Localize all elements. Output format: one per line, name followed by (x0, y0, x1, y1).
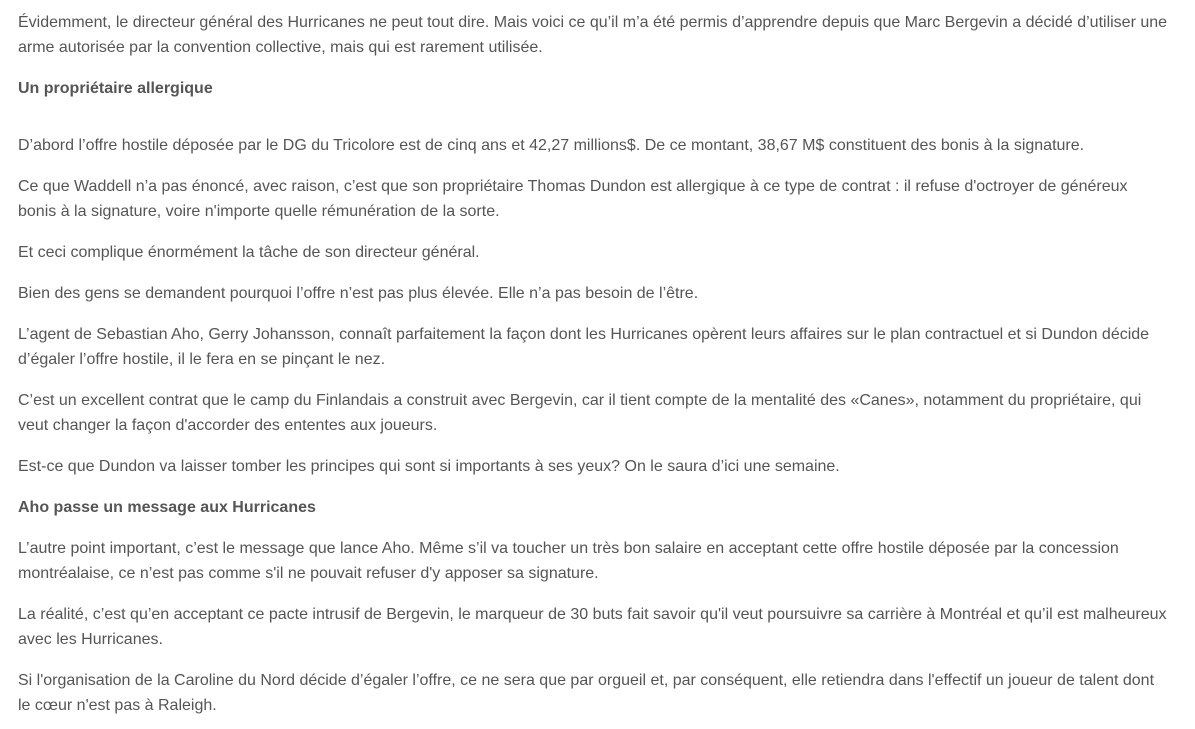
paragraph-offer-amount: Bien des gens se demandent pourquoi l’offre n’est pas plus élevée. Elle n’a pas besoin de l’être. (18, 285, 699, 302)
paragraph-aho-message: L’autre point important, c’est le message que lance Aho. Même s’il va toucher un très bon salaire en acceptant cette offre hostile déposée par la concession montréalaise, ce n’est pas comme s'il ne pouvait refuser d'y apposer sa signature. (18, 540, 1119, 582)
section-heading-owner-allergic: Un propriétaire allergique (18, 80, 213, 97)
paragraph-dundon-principles: Est-ce que Dundon va laisser tomber les principes qui sont si importants à ses yeux? On le saura d’ici une semaine. (18, 458, 840, 475)
paragraph-contract-quality: C’est un excellent contrat que le camp du Finlandais a construit avec Bergevin, car il tient compte de la mentalité des «Canes», notamment du propriétaire, qui veut changer la façon d'accorder des ententes aux joueurs. (18, 392, 1142, 434)
paragraph-conclusion: Si l'organisation de la Caroline du Nord décide d’égaler l’offre, ce ne sera que par orgueil et, par conséquent, elle retiendra dans l'effectif un joueur de talent dont le cœur n'est pas à Raleigh. (18, 672, 1155, 714)
paragraph-reality: La réalité, c’est qu’en acceptant ce pacte intrusif de Bergevin, le marqueur de 30 buts fait savoir qu'il veut poursuivre sa carrière à Montréal et qu’il est malheureux avec les Hurricanes. (18, 606, 1167, 648)
paragraph-intro: Évidemment, le directeur général des Hurricanes ne peut tout dire. Mais voici ce qu’il m’a été permis d’apprendre depuis que Marc Bergevin a décidé d’utiliser une arme autorisée par la convention collective, mais qui est rarement utilisée. (18, 14, 1168, 56)
paragraph-owner-contract: Ce que Waddell n’a pas énoncé, avec raison, c’est que son propriétaire Thomas Dundon est allergique à ce type de contrat : il refuse d'octroyer de généreux bonis à la signature, voire n'importe quelle rémunération de la sorte. (18, 178, 1128, 220)
paragraph-offer-details: D’abord l’offre hostile déposée par le DG du Tricolore est de cinq ans et 42,27 millions$. De ce montant, 38,67 M$ constituent des bonis à la signature. (18, 137, 1085, 154)
paragraph-gm-task: Et ceci complique énormément la tâche de son directeur général. (18, 244, 480, 261)
section-heading-aho-message: Aho passe un message aux Hurricanes (18, 499, 316, 516)
paragraph-agent: L’agent de Sebastian Aho, Gerry Johansson, connaît parfaitement la façon dont les Hurricanes opèrent leurs affaires sur le plan contractuel et si Dundon décide d’égaler l’offre hostile, il le fera en se pinçant le nez. (18, 326, 1150, 368)
